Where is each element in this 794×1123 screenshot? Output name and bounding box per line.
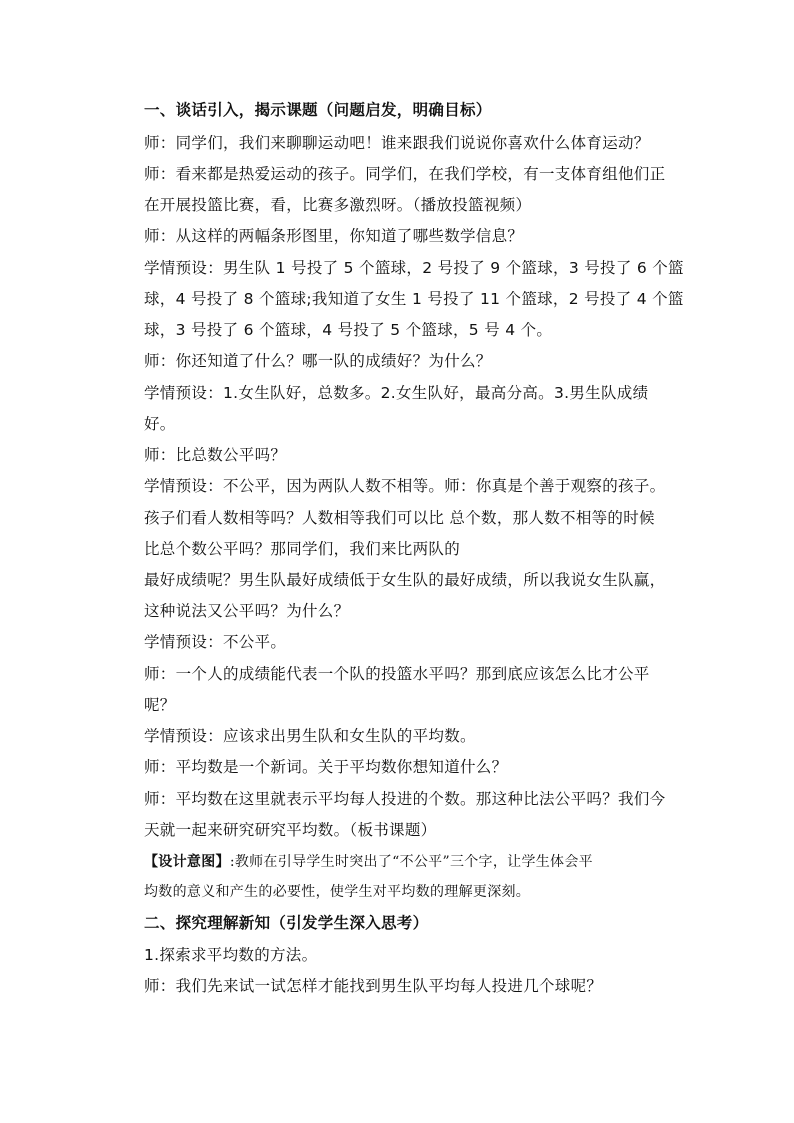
design-intent-text: :教师在引导学生时突出了“不公平”三个字，让学生体会平 (229, 854, 593, 870)
paragraph-line: 师：你还知道了什么？哪一队的成绩好？为什么？ (144, 352, 492, 370)
paragraph-line: 学情预设：不公平。 (144, 633, 287, 651)
paragraph-line: 学情预设：1.女生队好，总数多。2.女生队好，最高分高。3.男生队成绩 (144, 384, 649, 402)
paragraph-line: 师：比总数公平吗？ (144, 446, 287, 464)
paragraph-line: 师：我们先来试一试怎样才能找到男生队平均每人投进几个球呢？ (144, 977, 603, 995)
paragraph-line: 球，3 号投了 6 个篮球，4 号投了 5 个篮球，5 号 4 个。 (144, 321, 553, 339)
section-heading-2: 二、探究理解新知（引发学生深入思考） (144, 914, 429, 932)
paragraph-line: 最好成绩呢？男生队最好成绩低于女生队的最好成绩，所以我说女生队赢， (144, 571, 666, 589)
design-intent-line-2: 均数的意义和产生的必要性，使学生对平均数的理解更深刻。 (144, 884, 531, 900)
paragraph-line: 学情预设：不公平，因为两队人数不相等。师：你真是个善于观察的孩子。 (144, 477, 666, 495)
paragraph-line: 在开展投篮比赛，看，比赛多激烈呀。（播放投篮视频） (144, 196, 532, 214)
paragraph-line: 师：同学们，我们来聊聊运动吧！谁来跟我们说说你喜欢什么体育运动？ (144, 134, 650, 152)
design-intent-tag: 【设计意图】 (144, 854, 230, 870)
paragraph-line: 呢？ (144, 696, 176, 714)
paragraph-line: 师：从这样的两幅条形图里，你知道了哪些数学信息？ (144, 227, 524, 245)
paragraph-line: 好。 (144, 415, 176, 433)
design-intent-line-1 (144, 851, 593, 873)
paragraph-line: 球，4 号投了 8 个篮球;我知道了女生 1 号投了 11 个篮球，2 号投了 4 个篮 (144, 290, 684, 308)
paragraph-line: 学情预设：男生队 1 号投了 5 个篮球，2 号投了 9 个篮球，3 号投了 6 个篮 (144, 259, 684, 277)
paragraph-line: 师：看来都是热爱运动的孩子。同学们，在我们学校，有一支体育组他们正 (144, 165, 666, 183)
paragraph-line: 1.探索求平均数的方法。 (144, 946, 318, 964)
paragraph-line: 孩子们看人数相等吗？人数相等我们可以比 总个数，那人数不相等的时候 (144, 509, 655, 527)
paragraph-line: 师：平均数在这里就表示平均每人投进的个数。那这种比法公平吗？我们今 (144, 790, 666, 808)
paragraph-line: 比总个数公平吗？那同学们，我们来比两队的 (144, 540, 461, 558)
paragraph-line: 师：一个人的成绩能代表一个队的投篮水平吗？那到底应该怎么比才公平 (144, 665, 650, 683)
paragraph-line: 师：平均数是一个新词。关于平均数你想知道什么？ (144, 758, 508, 776)
paragraph-line: 学情预设：应该求出男生队和女生队的平均数。 (144, 727, 476, 745)
section-heading-1: 一、谈话引入，揭示课题（问题启发，明确目标） (144, 101, 492, 119)
paragraph-line: 这种说法又公平吗？为什么？ (144, 602, 350, 620)
paragraph-line: 天就一起来研究研究平均数。（板书课题） (144, 821, 437, 839)
